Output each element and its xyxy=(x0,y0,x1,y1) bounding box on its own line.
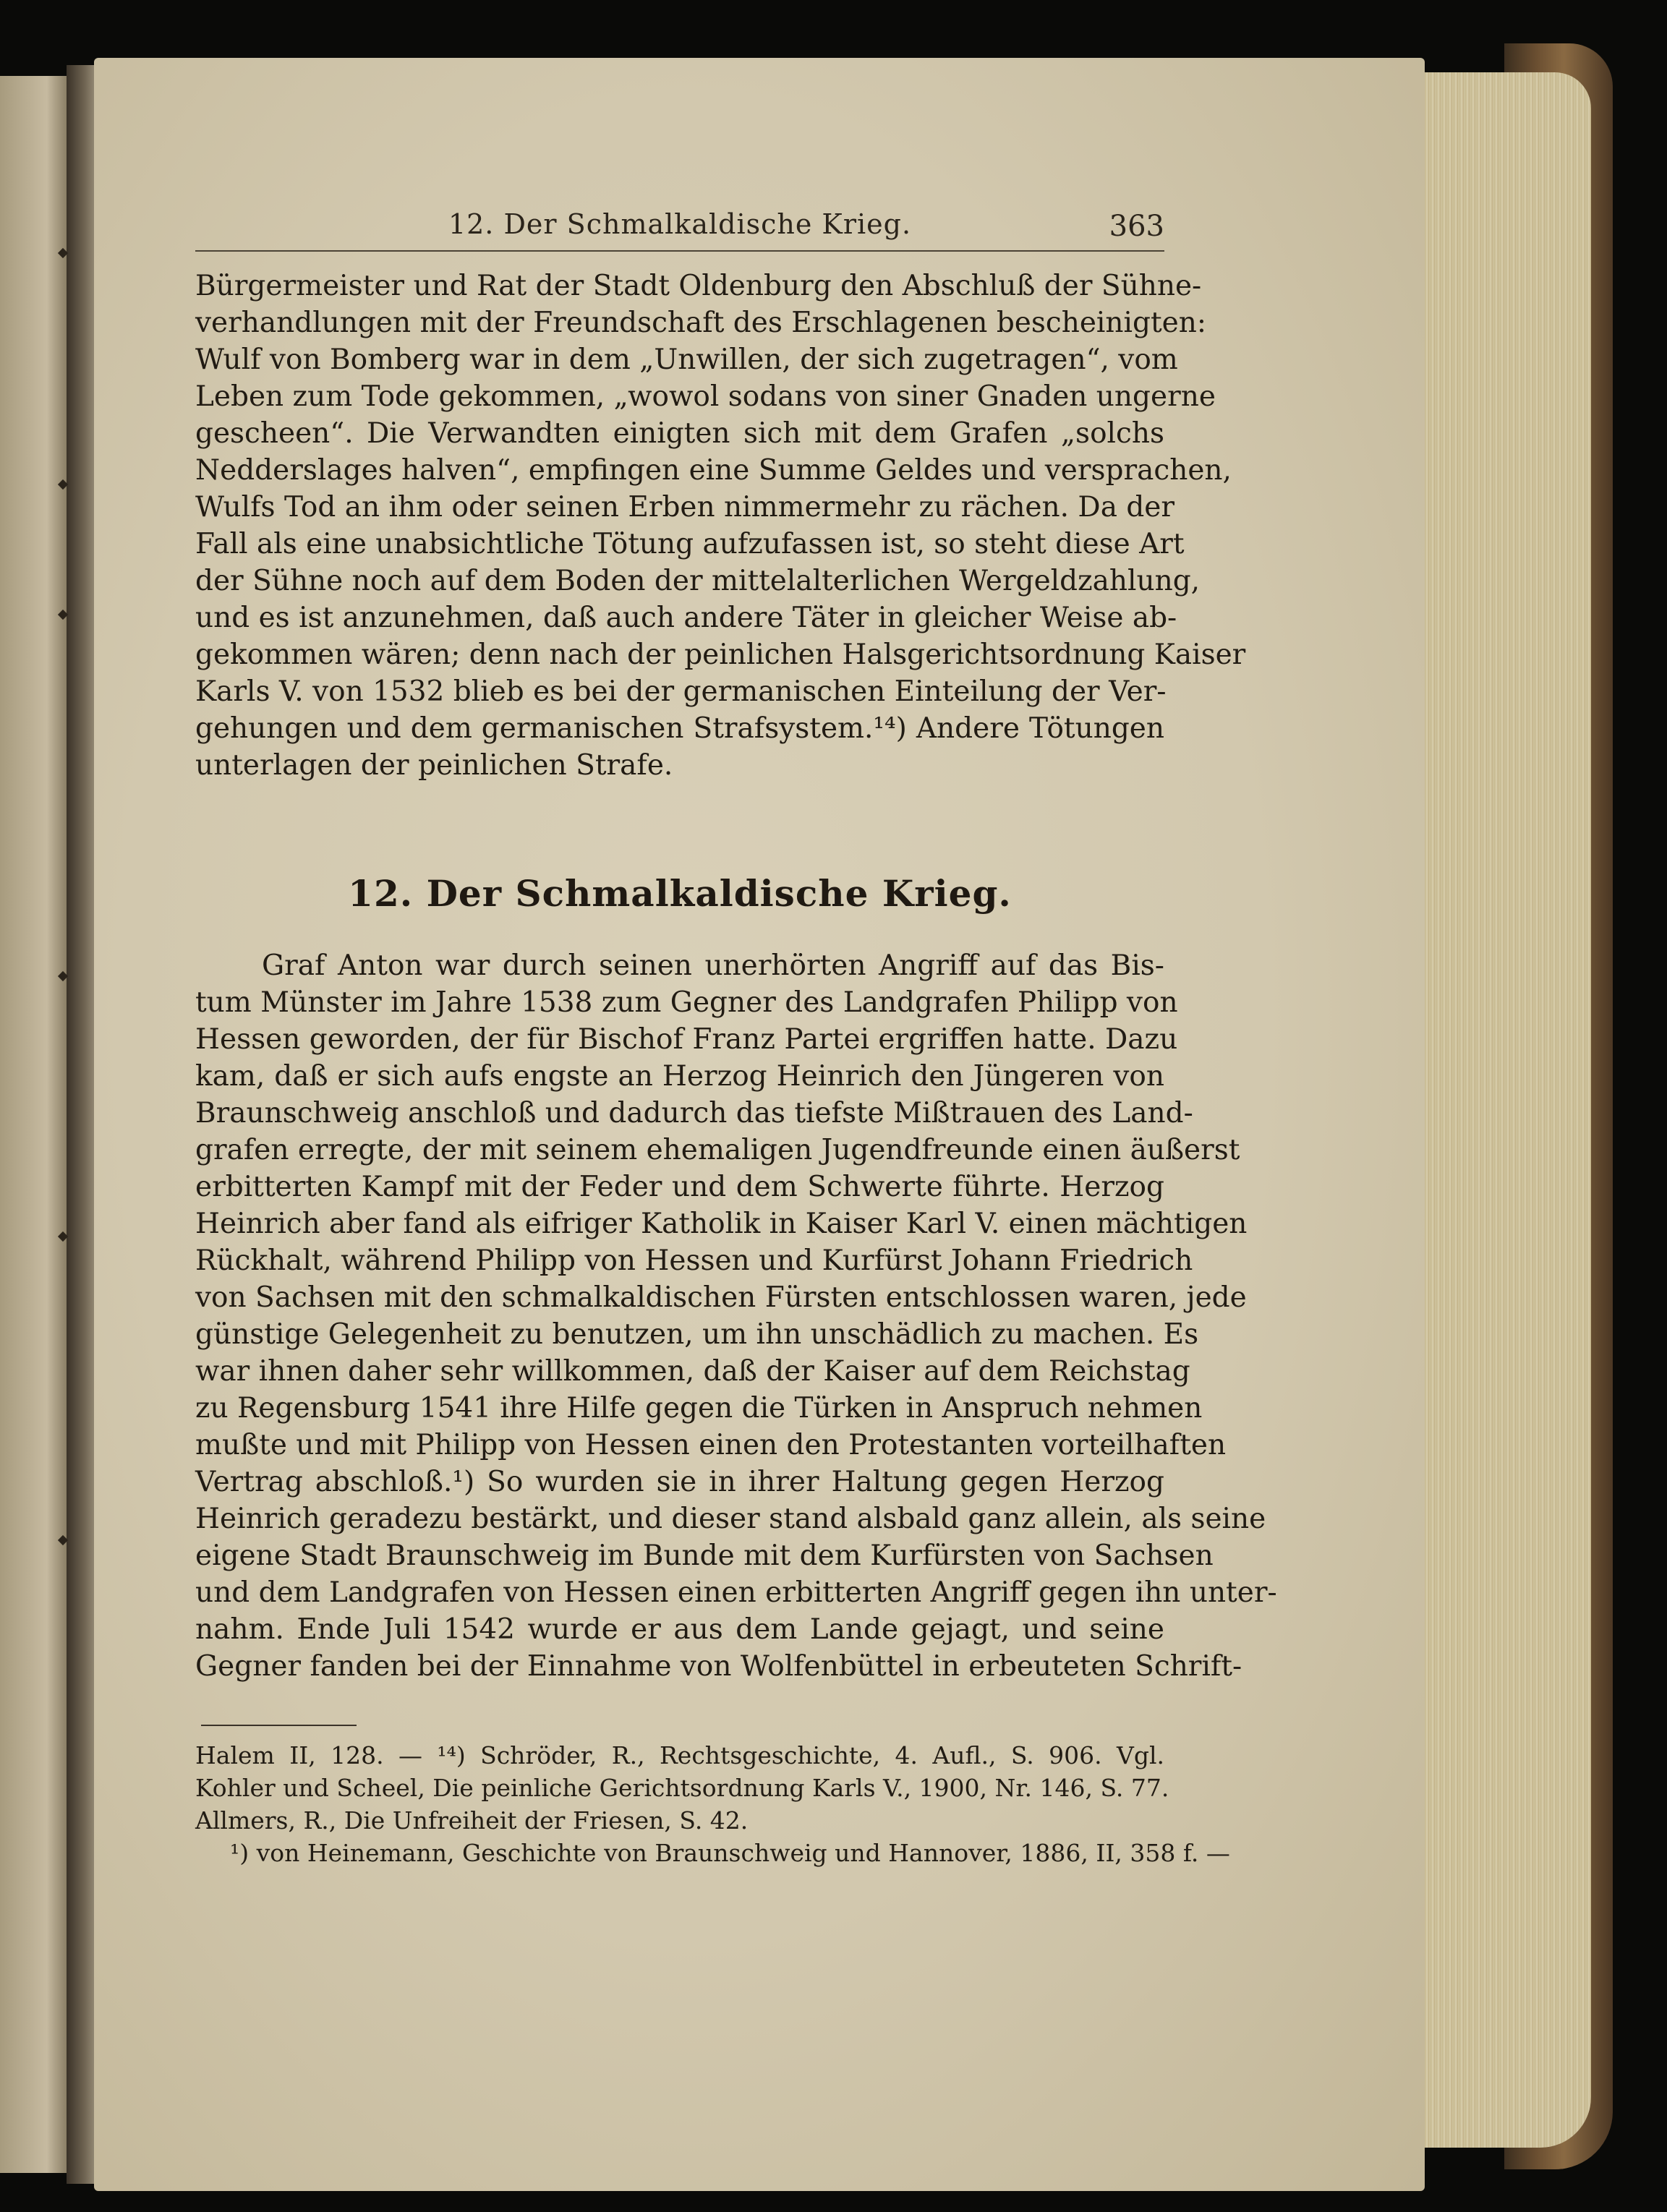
text-line: gehungen und dem germanischen Strafsystem.¹⁴) Andere Tötungen xyxy=(195,712,1164,745)
text-line: nahm. Ende Juli 1542 wurde er aus dem Lande gejagt, und seine xyxy=(195,1613,1164,1646)
left-page-edge xyxy=(0,76,67,2173)
text-line: Heinrich aber fand als eifriger Katholik in Kaiser Karl V. einen mächtigen xyxy=(195,1208,1248,1240)
text-line: gekommen wären; denn nach der peinlichen Halsgerichtsordnung Kaiser xyxy=(195,639,1246,671)
text-line: unterlagen der peinlichen Strafe. xyxy=(195,749,673,782)
text-line: Leben zum Tode gekommen, „wowol sodans von siner Gnaden ungerne xyxy=(195,380,1216,413)
running-head xyxy=(195,204,1164,252)
chapter-paragraph xyxy=(195,947,1277,1685)
text-line: Graf Anton war durch seinen unerhörten Angriff auf das Bis- xyxy=(262,949,1164,982)
text-line: Heinrich geradezu bestärkt, und dieser stand alsbald ganz allein, als seine xyxy=(195,1503,1266,1535)
text-line: verhandlungen mit der Freundschaft des Erschlagenen bescheinigten: xyxy=(195,307,1206,339)
text-line: von Sachsen mit den schmalkaldischen Fürsten entschlossen waren, jede xyxy=(195,1281,1247,1314)
page-stack-edge xyxy=(1417,72,1591,2148)
text-line: Nedderslages halven“, empfingen eine Summe Geldes und versprachen, xyxy=(195,454,1232,487)
running-title: 12. Der Schmalkaldische Krieg. xyxy=(448,208,912,240)
footnote-line: Kohler und Scheel, Die peinliche Gerichtsordnung Karls V., 1900, Nr. 146, S. 77. xyxy=(195,1774,1169,1802)
text-line: Vertrag abschloß.¹) So wurden sie in ihrer Haltung gegen Herzog xyxy=(195,1466,1164,1498)
text-line: Gegner fanden bei der Einnahme von Wolfenbüttel in erbeuteten Schrift- xyxy=(195,1650,1242,1683)
text-line: Rückhalt, während Philipp von Hessen und Kurfürst Johann Friedrich xyxy=(195,1244,1193,1277)
footnote-line: ¹) von Heinemann, Geschichte von Braunschweig und Hannover, 1886, II, 358 f. — xyxy=(230,1839,1230,1867)
paragraph-continuation xyxy=(195,268,1246,784)
chapter-heading: 12. Der Schmalkaldische Krieg. xyxy=(348,872,1012,915)
text-line: war ihnen daher sehr willkommen, daß der Kaiser auf dem Reichstag xyxy=(195,1355,1190,1388)
footnotes xyxy=(195,1739,1230,1869)
footnote-line: Allmers, R., Die Unfreiheit der Friesen, S. 42. xyxy=(195,1806,749,1835)
text-line: zu Regensburg 1541 ihre Hilfe gegen die Türken in Anspruch nehmen xyxy=(195,1392,1203,1425)
text-line: tum Münster im Jahre 1538 zum Gegner des Landgrafen Philipp von xyxy=(195,986,1178,1019)
text-line: und es ist anzunehmen, daß auch andere Täter in gleicher Weise ab- xyxy=(195,602,1177,634)
text-line: Fall als eine unabsichtliche Tötung aufzufassen ist, so steht diese Art xyxy=(195,528,1185,560)
text-line: mußte und mit Philipp von Hessen einen den Protestanten vorteilhaften xyxy=(195,1429,1227,1461)
text-line: gescheen“. Die Verwandten einigten sich mit dem Grafen „solchs xyxy=(195,417,1164,450)
text-line: günstige Gelegenheit zu benutzen, um ihn unschädlich zu machen. Es xyxy=(195,1318,1199,1351)
text-line: Hessen geworden, der für Bischof Franz Partei ergriffen hatte. Dazu xyxy=(195,1023,1178,1056)
footnote-divider xyxy=(201,1725,357,1726)
text-line: Wulf von Bomberg war in dem „Unwillen, der sich zugetragen“, vom xyxy=(195,343,1178,376)
page-number: 363 xyxy=(1109,210,1164,243)
text-line: Wulfs Tod an ihm oder seinen Erben nimmermehr zu rächen. Da der xyxy=(195,491,1175,524)
text-line: Karls V. von 1532 blieb es bei der germanischen Einteilung der Ver- xyxy=(195,675,1167,708)
text-line: und dem Landgrafen von Hessen einen erbitterten Angriff gegen ihn unter- xyxy=(195,1576,1277,1609)
text-line: Braunschweig anschloß und dadurch das tiefste Mißtrauen des Land- xyxy=(195,1097,1193,1130)
footnote-line: Halem II, 128. — ¹⁴) Schröder, R., Rechtsgeschichte, 4. Aufl., S. 906. Vgl. xyxy=(195,1741,1164,1769)
text-line: eigene Stadt Braunschweig im Bunde mit dem Kurfürsten von Sachsen xyxy=(195,1540,1214,1572)
text-line: der Sühne noch auf dem Boden der mittelalterlichen Wergeldzahlung, xyxy=(195,565,1201,597)
text-line: erbitterten Kampf mit der Feder und dem Schwerte führte. Herzog xyxy=(195,1171,1164,1203)
text-line: kam, daß er sich aufs engste an Herzog Heinrich den Jüngeren von xyxy=(195,1060,1164,1093)
text-line: Bürgermeister und Rat der Stadt Oldenburg den Abschluß der Sühne- xyxy=(195,270,1202,302)
text-line: grafen erregte, der mit seinem ehemaligen Jugendfreunde einen äußerst xyxy=(195,1134,1240,1166)
